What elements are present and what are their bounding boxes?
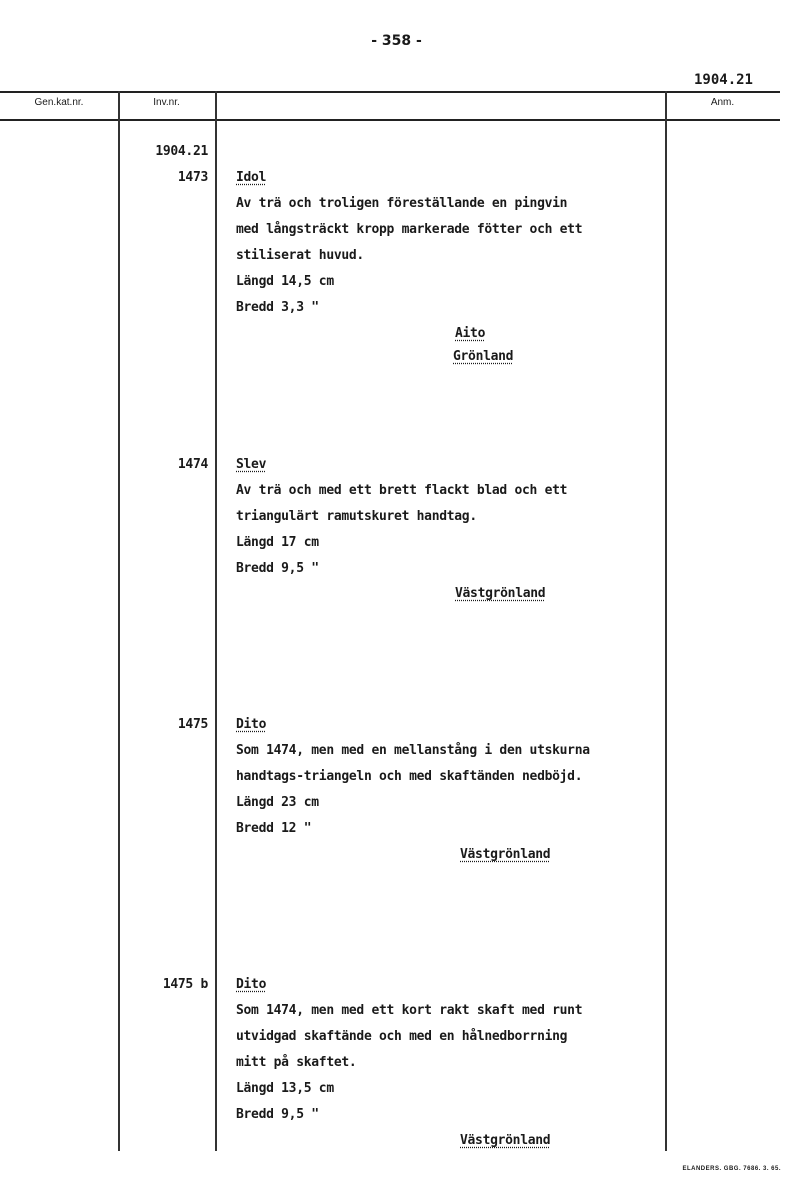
- entry-title: Dito: [236, 977, 267, 992]
- entry-line: handtags-triangeln och med skaftänden nedböjd.: [236, 769, 583, 784]
- entry-place: Aito: [455, 326, 486, 341]
- printer-imprint: ELANDERS. GBG. 7686. 3. 65.: [682, 1166, 781, 1172]
- entry-line: Av trä och med ett brett flackt blad och ett: [236, 483, 568, 498]
- entry-line: mitt på skaftet.: [236, 1055, 357, 1070]
- inv-number: 1473: [177, 170, 208, 185]
- column-divider: [215, 91, 217, 1151]
- entry-title: Idol: [236, 170, 267, 185]
- entry-line: Som 1474, men med en mellanstång i den utskurna: [236, 743, 590, 758]
- catalog-number: 1904.21: [693, 72, 753, 88]
- entry-title: Slev: [236, 457, 267, 472]
- entry-line: triangulärt ramutskuret handtag.: [236, 509, 477, 524]
- entry-line: Av trä och troligen föreställande en pingvin: [236, 196, 568, 211]
- entry-line: med långsträckt kropp markerade fötter och ett: [236, 222, 583, 237]
- entry-region: Västgrönland: [460, 1133, 551, 1148]
- entry-line: stiliserat huvud.: [236, 248, 364, 263]
- entry-line: Bredd 9,5 ": [236, 561, 319, 576]
- entry-line: Längd 23 cm: [236, 795, 319, 810]
- header-top-rule: [0, 91, 780, 93]
- header-gen-kat: Gen.kat.nr.: [34, 97, 84, 108]
- entry-title: Dito: [236, 717, 267, 732]
- inv-number: 1475: [177, 717, 208, 732]
- entry-region: Västgrönland: [460, 847, 551, 862]
- entry-region: Grönland: [453, 349, 514, 364]
- group-number: 1904.21: [155, 144, 208, 159]
- header-bottom-rule: [0, 119, 780, 121]
- entry: [236, 165, 582, 321]
- header-inv: Inv.nr.: [153, 97, 180, 108]
- entry: [236, 452, 567, 582]
- entry-line: Bredd 3,3 ": [236, 300, 319, 315]
- entry-line: Bredd 9,5 ": [236, 1107, 319, 1122]
- column-divider: [665, 91, 667, 1151]
- entry-line: Bredd 12 ": [236, 821, 312, 836]
- inv-number: 1475 b: [162, 977, 208, 992]
- entry-line: Längd 14,5 cm: [236, 274, 334, 289]
- entry-line: Som 1474, men med ett kort rakt skaft med runt: [236, 1003, 583, 1018]
- entry-line: Längd 13,5 cm: [236, 1081, 334, 1096]
- entry-region: Västgrönland: [455, 586, 546, 601]
- entry: [236, 712, 590, 842]
- entry-line: utvidgad skaftände och med en hålnedborrning: [236, 1029, 568, 1044]
- entry: [236, 972, 582, 1128]
- inv-number: 1474: [177, 457, 208, 472]
- page-number: - 358 -: [371, 33, 422, 49]
- entry-line: Längd 17 cm: [236, 535, 319, 550]
- header-anm: Anm.: [710, 97, 735, 108]
